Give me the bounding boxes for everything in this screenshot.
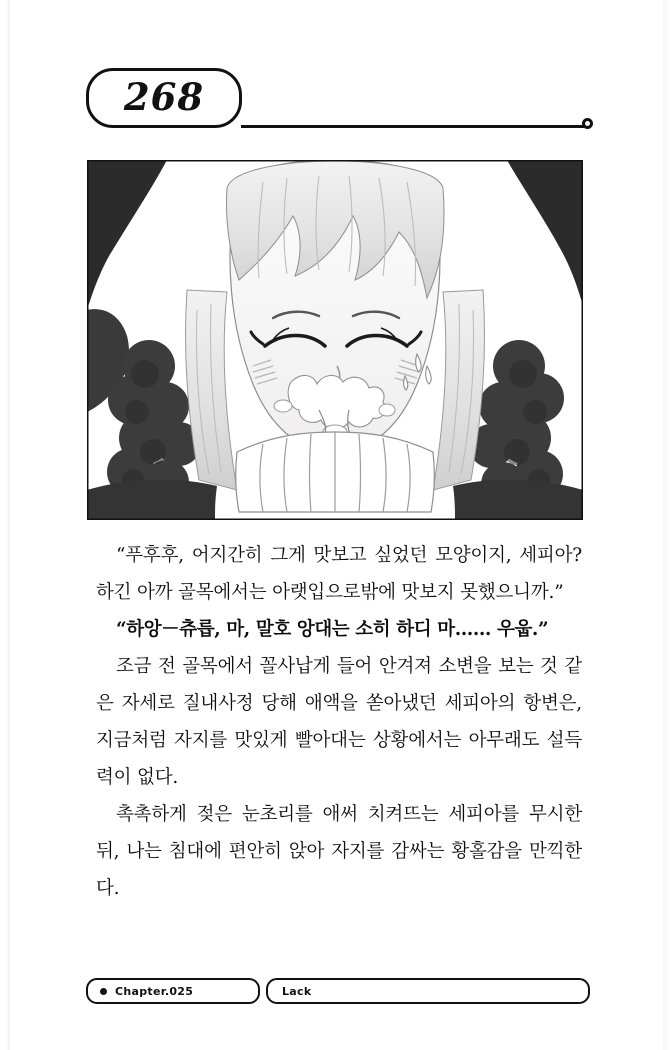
- body-text: [96, 537, 582, 907]
- dot-icon: [100, 988, 107, 995]
- footer-section-plaque: [266, 978, 590, 1004]
- manga-panel-illustration: [87, 160, 583, 520]
- page-number-plaque: [86, 68, 242, 128]
- header-rule: [241, 125, 586, 128]
- paragraph-4: 촉촉하게 젖은 눈초리를 애써 치켜뜨는 세피아를 무시한 뒤, 나는 침대에 편안히 앉아 자지를 감싸는 황홀감을 만끽한다.: [96, 804, 582, 899]
- footer-section-label: Lack: [282, 984, 312, 998]
- page-footer: [86, 978, 586, 1002]
- paragraph-2: “하앙－츄릅, 마, 말호 앙대는 소히 하디 마…… 우웁.”: [116, 619, 549, 640]
- circle-outline-icon: [582, 118, 593, 129]
- paragraph-1: “푸후후, 어지간히 그게 맛보고 싶었던 모양이지, 세피아? 하긴 아까 골목에서는 아랫입으로밖에 맛보지 못했으니까.”: [96, 545, 582, 603]
- footer-chapter-label: Chapter.025: [115, 984, 194, 998]
- footer-chapter-plaque: [86, 978, 260, 1004]
- page-header: [86, 68, 596, 140]
- page-number: 268: [123, 74, 205, 119]
- page-edge-right: [663, 0, 671, 1050]
- page-edge-left: [0, 0, 10, 1050]
- paragraph-3: 조금 전 골목에서 꼴사납게 들어 안겨져 소변을 보는 것 같은 자세로 질내사정 당해 애액을 쏟아냈던 세피아의 항변은, 지금처럼 자지를 맛있게 빨아대는 상황에서는 아무래도 설득력이 없다.: [96, 656, 582, 788]
